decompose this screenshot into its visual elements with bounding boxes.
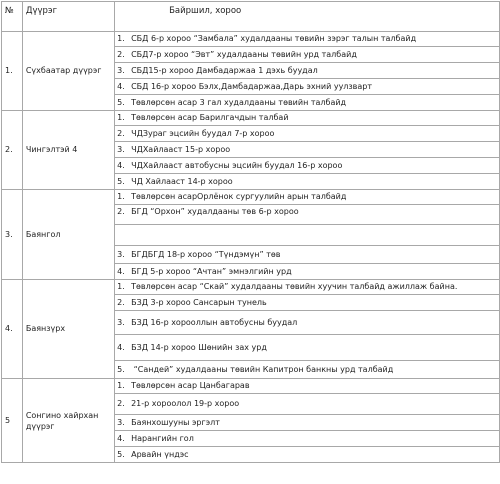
- place-number: 4.: [117, 160, 125, 170]
- place-text: Төвлөрсөн асарОрлёнок сургуулийн арын талбайд: [131, 192, 347, 201]
- place-number: 5.: [117, 364, 125, 374]
- place-text: БЗД 3-р хороо Сансарын тунель: [131, 297, 267, 307]
- place-number: 2.: [117, 207, 125, 216]
- place-number: 2.: [117, 297, 125, 307]
- place-number: 1.: [117, 34, 125, 43]
- place-number: 3.: [117, 144, 125, 154]
- place-text: ЧДЗураг эцсийн буудал 7-р хороо: [131, 128, 275, 138]
- place-text: Төвлөрсөн асар 3 гал худалдааны төвийн талбайд: [131, 97, 347, 107]
- place-number: 5.: [117, 449, 125, 459]
- district-name: Сонгино хайрхан дүүрэг: [22, 379, 114, 463]
- place-number: 4.: [117, 342, 125, 352]
- place-number: 2.: [117, 128, 125, 138]
- header-location: Байршил, хороо: [115, 2, 500, 32]
- table-row: [2, 190, 500, 205]
- place-text: Баянхошууны эргэлт: [131, 417, 220, 427]
- place-text: ЧДХайлааст 15-р хороо: [131, 144, 231, 154]
- header-num: №: [2, 2, 23, 32]
- place-number: 1.: [117, 113, 125, 122]
- place-text: Төвлөрсөн асар Цанбагарав: [131, 381, 250, 390]
- place-cell: [115, 142, 500, 158]
- place-text: БГД “Орхон” худалдааны төв 6-р хороо: [131, 207, 299, 216]
- place-cell: [115, 295, 500, 311]
- district-name: Чингэлтэй 4: [22, 111, 114, 190]
- place-text: БГД 5-р хороо “Ачтан” эмнэлгийн урд: [131, 266, 292, 276]
- place-cell: [115, 111, 500, 126]
- place-number: 1.: [117, 282, 125, 291]
- place-text: Арвайн үндэс: [131, 449, 189, 459]
- place-text: СБД7-р хороо “Эвт” худалдааны төвийн урд талбайд: [131, 49, 357, 59]
- place-cell: [115, 225, 500, 246]
- place-cell: [115, 32, 500, 47]
- place-cell: [115, 246, 500, 264]
- place-text: БЗД 16-р хорооллын автобусны буудал: [131, 317, 298, 327]
- place-cell: [115, 126, 500, 142]
- place-cell: [115, 447, 500, 463]
- table-row: [2, 32, 500, 47]
- place-cell: [115, 63, 500, 79]
- district-name: Баянгол: [22, 190, 114, 280]
- place-cell: [115, 394, 500, 415]
- place-text: Төвлөрсөн асар “Скай” худалдааны төвийн хуучин талбайд ажиллаж байна.: [131, 282, 458, 291]
- district-number: 1.: [2, 32, 23, 111]
- table-row: [2, 379, 500, 394]
- place-cell: [115, 47, 500, 63]
- place-number: 1.: [117, 381, 125, 390]
- place-text: “Сандей” худалдааны төвийн Капитрон банкны урд талбайд: [131, 364, 394, 374]
- place-cell: [115, 335, 500, 361]
- place-number: 5.: [117, 176, 125, 186]
- place-number: 4.: [117, 266, 125, 276]
- place-cell: [115, 361, 500, 379]
- place-text: ЧД Хайлааст 14-р хороо: [131, 176, 233, 186]
- place-text: Нарангийн гол: [131, 433, 194, 443]
- location-table: [1, 1, 500, 463]
- place-cell: [115, 158, 500, 174]
- place-cell: [115, 379, 500, 394]
- place-text: СБД15-р хороо Дамбадаржаа 1 дэхь буудал: [131, 65, 318, 75]
- district-name: Сүхбаатар дүүрэг: [22, 32, 114, 111]
- place-cell: [115, 311, 500, 335]
- table-row: [2, 111, 500, 126]
- place-cell: [115, 79, 500, 95]
- place-cell: [115, 205, 500, 225]
- place-number: 3.: [117, 417, 125, 427]
- district-name: Баянзүрх: [22, 280, 114, 379]
- place-cell: [115, 190, 500, 205]
- place-text: ЧДХайлааст автобусны эцсийн буудал 16-р хороо: [131, 160, 343, 170]
- place-text: СБД 16-р хороо Бэлх,Дамбадаржаа,Дарь эхний уулзварт: [131, 81, 373, 91]
- place-number: 4.: [117, 81, 125, 91]
- table-row: [2, 280, 500, 295]
- place-cell: [115, 415, 500, 431]
- place-number: 3.: [117, 65, 125, 75]
- place-cell: [115, 174, 500, 190]
- place-number: 2.: [117, 49, 125, 59]
- place-cell: [115, 95, 500, 111]
- header-district: Дүүрэг: [22, 2, 114, 32]
- district-number: 5: [2, 379, 23, 463]
- place-number: 4.: [117, 433, 125, 443]
- place-text: СБД 6-р хороо “Замбала” худалдааны төвийн зэрэг талын талбайд: [131, 34, 417, 43]
- place-number: 3.: [117, 317, 125, 327]
- district-number: 4.: [2, 280, 23, 379]
- place-cell: [115, 280, 500, 295]
- place-number: 3.: [117, 249, 125, 259]
- district-number: 3.: [2, 190, 23, 280]
- place-number: 5.: [117, 97, 125, 107]
- district-number: 2.: [2, 111, 23, 190]
- place-text: БЗД 14-р хороо Шөнийн зах урд: [131, 342, 267, 352]
- place-number: 2.: [117, 399, 125, 408]
- place-text: 21-р хороолол 19-р хороо: [131, 399, 240, 408]
- place-text: Төвлөрсөн асар Барилгачдын талбай: [131, 113, 289, 122]
- place-cell: [115, 431, 500, 447]
- place-cell: [115, 264, 500, 280]
- place-number: 1.: [117, 192, 125, 201]
- place-text: БГДБГД 18-р хороо “Түндэмүн” төв: [131, 249, 281, 259]
- table-header-row: [2, 2, 500, 32]
